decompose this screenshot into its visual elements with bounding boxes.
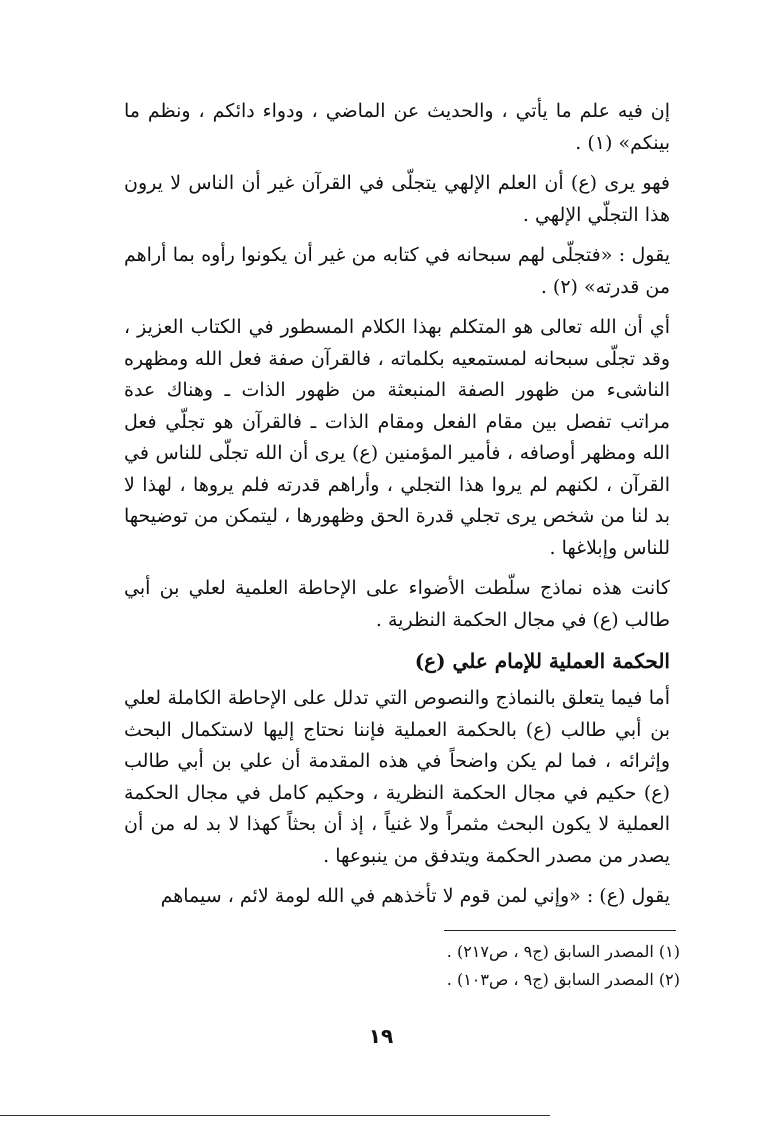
- section-heading: الحكمة العملية للإمام علي (ع): [414, 649, 670, 673]
- paragraph-4: أي أن الله تعالى هو المتكلم بهذا الكلام المسطور في الكتاب العزيز ، وقد تجلّى سبحانه لمستمعيه بكلماته ، فالقرآن صفة فعل الله ومظهره الناشىء من ظهور الصفة المنبعثة من ظهور الذات ـ وهناك عدة مراتب تفصل بين مقام الفعل ومقام الذات ـ فالقرآن هو تجلّي فعل الله ومظهر أوصافه ، فأمير المؤمنين (ع) يرى أن الله تجلّى للناس في القرآن ، لكنهم لم يروا هذا التجلي ، وأراهم قدرته فلم يروها ، لهذا لا بد لنا من شخص يرى تجلي قدرة الحق وظهورها ، ليتمكن من توضيحها للناس وإبلاغها .: [124, 316, 670, 559]
- footnotes: [320, 938, 680, 994]
- footnote-2: (٢) المصدر السابق (ج٩ ، ص١٠٣) .: [446, 970, 680, 989]
- paragraph-1: إن فيه علم ما يأتي ، والحديث عن الماضي ، ودواء دائكم ، ونظم ما بينكم» (١) .: [124, 100, 670, 154]
- paragraph-5: كانت هذه نماذج سلّطت الأضواء على الإحاطة العلمية لعلي بن أبي طالب (ع) في مجال الحكمة النظرية .: [124, 577, 670, 631]
- paragraph-2: فهو يرى (ع) أن العلم الإلهي يتجلّى في القرآن غير أن الناس لا يرون هذا التجلّي الإلهي .: [124, 172, 670, 226]
- bottom-divider: [0, 1115, 550, 1116]
- footnote-divider: [444, 930, 676, 931]
- section-paragraph-1: أما فيما يتعلق بالنماذج والنصوص التي تدلل على الإحاطة الكاملة لعلي بن أبي طالب (ع) بالحكمة العملية فإننا نحتاج إليها لاستكمال البحث وإثرائه ، فما لم يكن واضحاً في هذه المقدمة أن علي بن أبي طالب (ع) حكيم في مجال الحكمة النظرية ، وحكيم كامل في مجال الحكمة العملية لا يكون البحث مثمراً ولا غنياً ، إذ أن بحثاً كهذا لا بد له من أن يصدر من مصدر الحكمة ويتدفق من ينبوعها .: [124, 687, 670, 867]
- body-text: [124, 96, 670, 922]
- paragraph-3: يقول : «فتجلّى لهم سبحانه في كتابه من غير أن يكونوا رأوه بما أراهم من قدرته» (٢) .: [124, 244, 670, 298]
- footnote-1: (١) المصدر السابق (ج٩ ، ص٢١٧) .: [446, 942, 680, 961]
- section-paragraph-2: يقول (ع) : «وإني لمن قوم لا تأخذهم في الله لومة لائم ، سيماهم: [160, 885, 670, 907]
- page-number: ١٩: [368, 1024, 394, 1048]
